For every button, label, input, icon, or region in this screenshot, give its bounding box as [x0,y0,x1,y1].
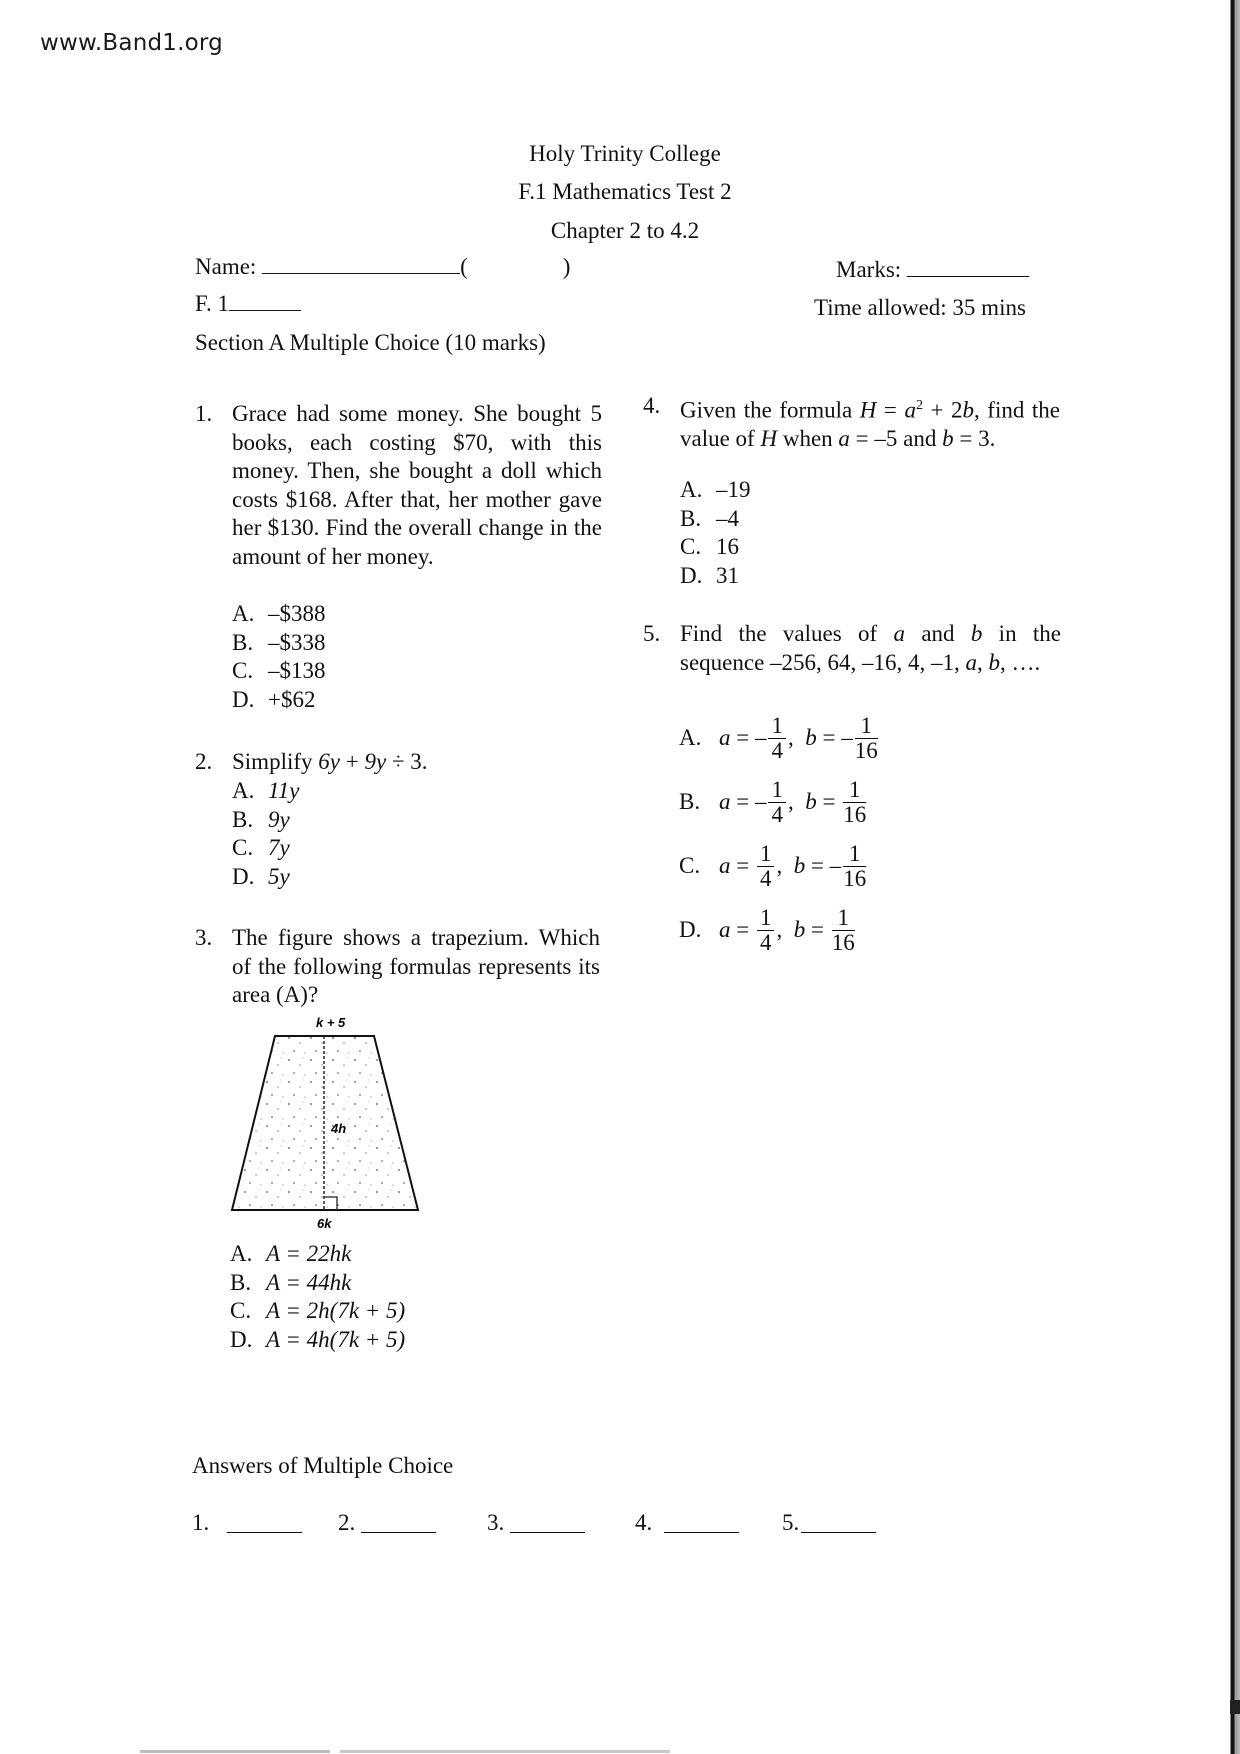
answer-blank[interactable] [227,1531,302,1533]
answers-row [192,1510,892,1540]
name-label: Name: [195,254,257,279]
question-4-options [680,476,751,590]
class-row [195,290,301,318]
question-number: 3. [195,925,213,950]
answer-blank[interactable] [510,1531,585,1533]
website-watermark: www.Band1.org [40,30,223,56]
question-text: Simplify 6y + 9y ÷ 3. [232,749,428,774]
answer-4[interactable]: 4. [635,1510,739,1536]
fraction-b: $\frac{1}{16}$ [831,904,855,955]
answer-blank[interactable] [361,1531,436,1533]
scan-edge-shadow [1228,0,1240,1754]
class-field[interactable] [229,308,301,311]
question-number: 1. [195,401,213,426]
fraction-b: $\frac{1}{16}$ [854,712,878,763]
marks-label: Marks: [836,257,902,282]
answer-5[interactable]: 5. [782,1510,876,1536]
question-3-options [230,1240,405,1354]
bottom-side-label: 6k [317,1216,332,1231]
answers-title: Answers of Multiple Choice [192,1453,454,1478]
fraction-b: $\frac{1}{16}$ [843,776,867,827]
fraction-a: $\frac{1}{4}$ [757,842,775,891]
answer-3[interactable]: 3. [487,1510,585,1536]
option-c[interactable]: C. 16 [680,534,739,559]
scan-corner-mark [1230,1700,1240,1714]
question-3 [195,924,605,1014]
question-text: Given the formula $H = a^2 + 2b$, find the value of H when a = –5 and b = 3. [680,397,1060,452]
trapezium-diagram [220,1012,440,1234]
question-1 [195,400,605,580]
scan-bottom-smudge [140,1750,330,1753]
name-field[interactable] [262,271,460,274]
question-5-options [679,706,880,962]
answer-1[interactable]: 1. [192,1510,302,1536]
option-d[interactable]: D. 31 [680,562,739,588]
question-2-options [232,777,300,891]
question-number: 4. [643,393,661,418]
name-row [195,253,570,281]
option-b[interactable]: B. A = 44hk [230,1269,352,1295]
option-c[interactable]: C. 7y [232,835,290,860]
option-a[interactable]: A. 11y [232,778,300,803]
option-b[interactable]: B. –$338 [232,629,326,655]
question-number: 5. [643,621,661,646]
chapter-range: Chapter 2 to 4.2 [550,218,700,243]
question-5 [643,620,1063,680]
test-title: F.1 Mathematics Test 2 [518,179,732,204]
marks-row [836,256,1029,284]
class-number-close-paren: ) [562,254,571,279]
scan-bottom-smudge [340,1750,670,1753]
option-d[interactable]: D. a = $\frac{1}{4}$ , b = $\frac{1}{16}$ [679,904,855,955]
option-c[interactable]: C. a = $\frac{1}{4}$ , b = – $\frac{1}{16}$ [679,840,867,891]
answer-blank[interactable] [801,1531,876,1533]
question-2 [195,748,605,777]
marks-field[interactable] [907,274,1029,277]
trapezium-figure [220,1012,440,1234]
answer-2[interactable]: 2. [338,1510,436,1536]
class-number-open-paren: ( [460,254,468,279]
option-d[interactable]: D. 5y [232,863,290,889]
top-side-label: k + 5 [316,1015,346,1030]
fraction-b: $\frac{1}{16}$ [843,840,867,891]
question-text: The figure shows a trapezium. Which of the following formulas represents its area (A)? [232,925,600,1007]
question-4 [643,392,1063,452]
answer-blank[interactable] [664,1531,739,1533]
fraction-a: $\frac{1}{4}$ [757,906,775,955]
option-c[interactable]: C. A = 2h(7k + 5) [230,1298,406,1323]
question-1-options [232,600,326,714]
option-d[interactable]: D. A = 4h(7k + 5) [230,1326,406,1352]
option-d[interactable]: D. +$62 [232,686,316,712]
option-a[interactable]: A. A = 22hk [230,1241,352,1266]
school-name: Holy Trinity College [529,141,721,166]
question-text: Find the values of a and b in the sequence –256, 64, –16, 4, –1, a, b, …. [680,621,1061,675]
fraction-a: $\frac{1}{4}$ [768,714,786,763]
question-text: Grace had some money. She bought 5 books, each costing $70, with this money. Then, she bought a doll which costs $168. After that, her mother gave her $130. Find the overall change in the amount of her money. [232,401,602,569]
class-label: F. 1 [195,291,229,316]
section-a-title: Section A Multiple Choice (10 marks) [195,330,546,355]
height-label: 4h [331,1121,347,1136]
option-c[interactable]: C. –$138 [232,658,326,683]
option-b[interactable]: B. –4 [680,505,739,531]
question-number: 2. [195,749,213,774]
option-a[interactable]: A. a = – $\frac{1}{4}$ , b = – $\frac{1}{16}$ [679,712,878,763]
option-a[interactable]: A. –$388 [232,601,326,626]
time-allowed: Time allowed: 35 mins [814,295,1026,320]
fraction-a: $\frac{1}{4}$ [768,778,786,827]
option-b[interactable]: B. a = – $\frac{1}{4}$ , b = $\frac{1}{16}$ [679,776,867,827]
option-b[interactable]: B. 9y [232,806,290,832]
option-a[interactable]: A. –19 [680,477,751,502]
